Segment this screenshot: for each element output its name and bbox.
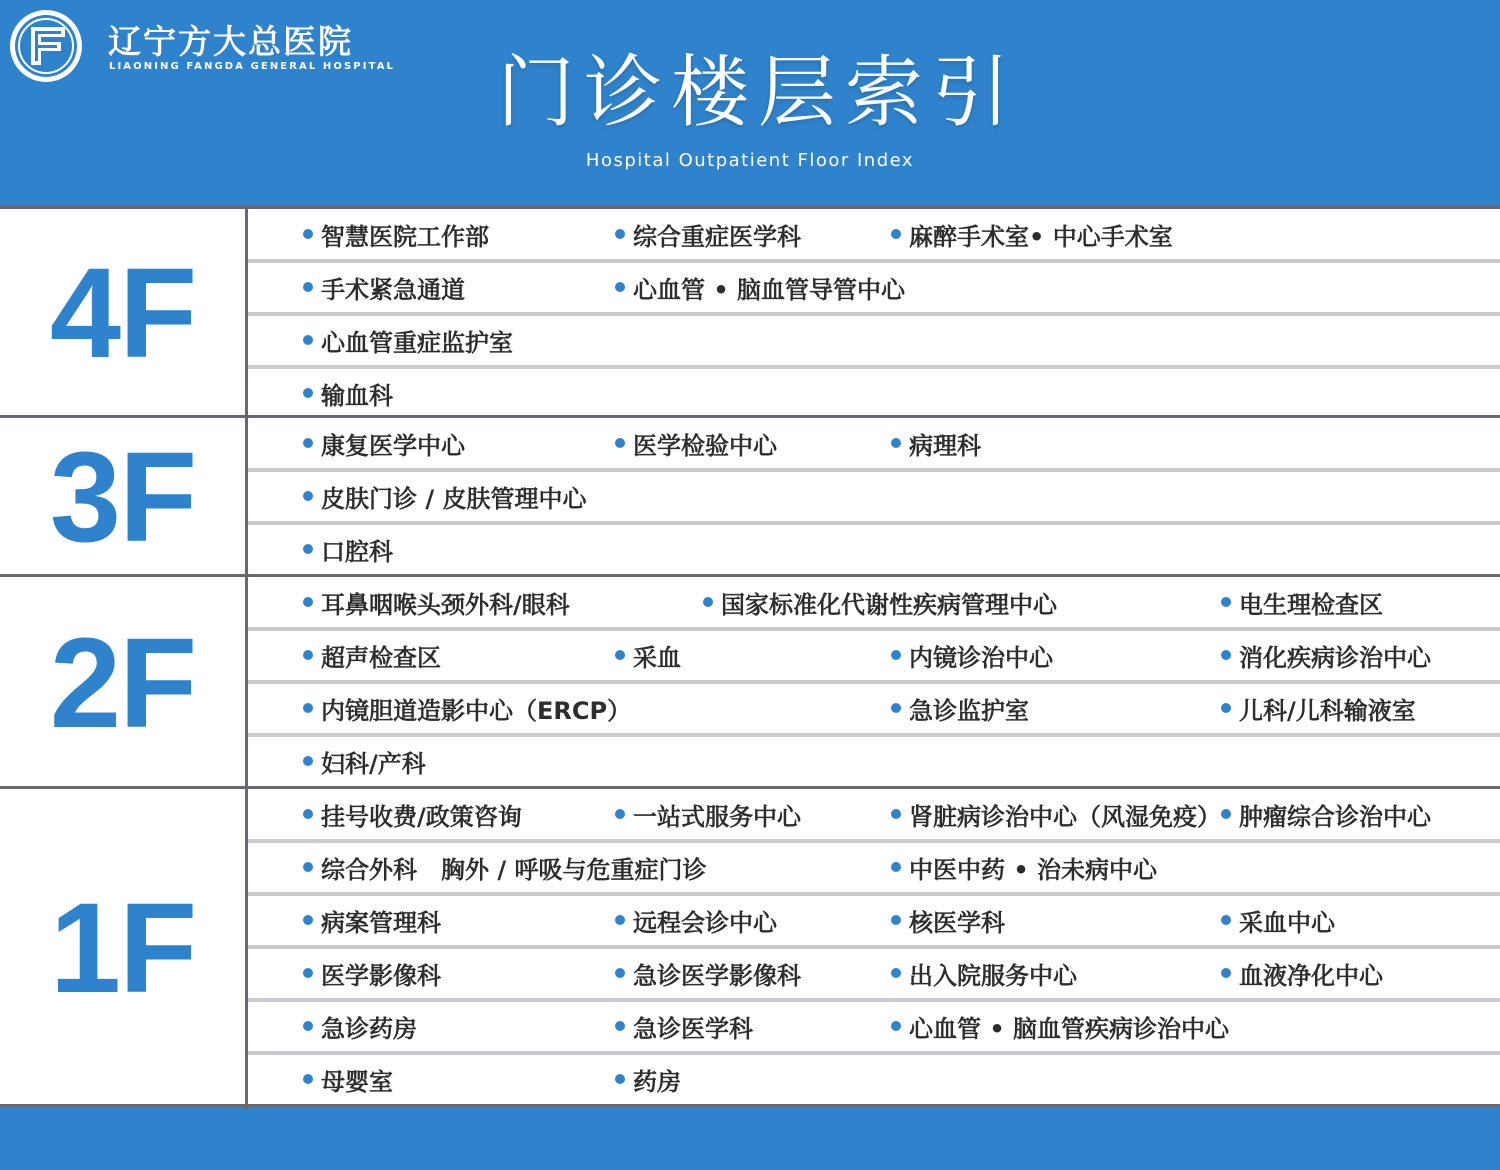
floor-row bbox=[248, 209, 1500, 259]
department-name: 输血科 bbox=[321, 381, 393, 410]
department-item bbox=[891, 209, 1173, 259]
floor-row bbox=[248, 262, 1500, 312]
floor-row bbox=[248, 683, 1500, 733]
department-name: 内镜诊治中心 bbox=[909, 643, 1053, 672]
department-name: 智慧医院工作部 bbox=[321, 222, 489, 251]
bullet-dot-icon bbox=[891, 703, 901, 713]
bullet-dot-icon bbox=[615, 282, 625, 292]
department-item bbox=[303, 736, 426, 786]
bullet-dot-icon bbox=[615, 650, 625, 660]
department-item bbox=[615, 895, 777, 945]
bullet-dot-icon bbox=[891, 1021, 901, 1031]
department-name: 麻醉手术室• 中心手术室 bbox=[909, 222, 1173, 251]
floor-label-3f: 3F bbox=[49, 426, 196, 569]
department-name: 采血中心 bbox=[1239, 908, 1335, 937]
department-item bbox=[303, 368, 393, 418]
department-item bbox=[891, 683, 1029, 733]
floor-row bbox=[248, 577, 1500, 627]
bullet-dot-icon bbox=[891, 809, 901, 819]
department-item bbox=[303, 315, 513, 365]
department-name: 肾脏病诊治中心（风湿免疫） bbox=[909, 802, 1221, 831]
department-name: 核医学科 bbox=[909, 908, 1005, 937]
floor-row bbox=[248, 1054, 1500, 1104]
department-name: 内镜胆道造影中心（ERCP） bbox=[321, 696, 632, 725]
floor-row bbox=[248, 630, 1500, 680]
department-item bbox=[891, 842, 1157, 892]
department-item bbox=[303, 209, 489, 259]
bullet-dot-icon bbox=[303, 282, 313, 292]
department-name: 采血 bbox=[633, 643, 681, 672]
department-item bbox=[303, 1054, 393, 1104]
bullet-dot-icon bbox=[303, 756, 313, 766]
page-subtitle: Hospital Outpatient Floor Index bbox=[585, 150, 915, 171]
department-item bbox=[1221, 683, 1416, 733]
department-name: 皮肤门诊 / 皮肤管理中心 bbox=[321, 484, 587, 513]
bullet-dot-icon bbox=[891, 968, 901, 978]
bullet-dot-icon bbox=[891, 862, 901, 872]
bullet-dot-icon bbox=[615, 1074, 625, 1084]
department-name: 挂号收费/政策咨询 bbox=[321, 802, 522, 831]
department-name: 血液净化中心 bbox=[1239, 961, 1383, 990]
bullet-dot-icon bbox=[1221, 703, 1231, 713]
department-item bbox=[615, 630, 681, 680]
floor-row bbox=[248, 1001, 1500, 1051]
floor-row bbox=[248, 418, 1500, 468]
bullet-dot-icon bbox=[303, 597, 313, 607]
department-name: 国家标准化代谢性疾病管理中心 bbox=[721, 590, 1057, 619]
department-item bbox=[703, 577, 1057, 627]
department-name: 康复医学中心 bbox=[321, 431, 465, 460]
department-item bbox=[303, 1001, 417, 1051]
department-item bbox=[891, 1001, 1229, 1051]
department-name: 一站式服务中心 bbox=[633, 802, 801, 831]
department-item bbox=[891, 948, 1077, 998]
bullet-dot-icon bbox=[615, 229, 625, 239]
bullet-dot-icon bbox=[615, 809, 625, 819]
bullet-dot-icon bbox=[303, 335, 313, 345]
floor-label-2f: 2F bbox=[49, 611, 196, 755]
department-name: 心血管 • 脑血管疾病诊治中心 bbox=[909, 1014, 1230, 1043]
department-item bbox=[303, 683, 631, 733]
floor-row bbox=[248, 471, 1500, 521]
department-item bbox=[303, 895, 441, 945]
hospital-name-cn: 辽宁方大总医院 bbox=[108, 22, 353, 61]
bullet-dot-icon bbox=[703, 597, 713, 607]
department-item bbox=[891, 418, 981, 468]
bullet-dot-icon bbox=[303, 915, 313, 925]
department-name: 出入院服务中心 bbox=[909, 961, 1077, 990]
department-name: 耳鼻咽喉头颈外科/眼科 bbox=[321, 590, 570, 619]
department-name: 远程会诊中心 bbox=[633, 908, 777, 937]
department-item bbox=[1221, 577, 1383, 627]
department-item bbox=[303, 948, 441, 998]
bullet-dot-icon bbox=[1221, 809, 1231, 819]
bullet-dot-icon bbox=[1221, 650, 1231, 660]
department-name: 综合外科 胸外 / 呼吸与危重症门诊 bbox=[321, 855, 707, 884]
department-item bbox=[891, 789, 1221, 839]
department-item bbox=[1221, 630, 1431, 680]
department-item bbox=[1221, 895, 1335, 945]
bullet-dot-icon bbox=[303, 388, 313, 398]
department-item bbox=[891, 895, 1005, 945]
department-name: 病案管理科 bbox=[321, 908, 441, 937]
floor-row bbox=[248, 948, 1500, 998]
department-name: 医学检验中心 bbox=[633, 431, 777, 460]
department-name: 急诊医学科 bbox=[633, 1014, 753, 1043]
department-item bbox=[615, 418, 777, 468]
floor-row bbox=[248, 789, 1500, 839]
department-name: 心血管重症监护室 bbox=[321, 328, 513, 357]
floor-row bbox=[248, 368, 1500, 418]
department-item bbox=[1221, 948, 1383, 998]
department-item bbox=[303, 471, 586, 521]
department-item bbox=[303, 577, 570, 627]
department-name: 电生理检查区 bbox=[1239, 590, 1383, 619]
department-item bbox=[303, 262, 465, 312]
department-name: 药房 bbox=[633, 1067, 681, 1096]
floor-index-table bbox=[0, 206, 1500, 1107]
department-item bbox=[303, 842, 706, 892]
bullet-dot-icon bbox=[1221, 968, 1231, 978]
bullet-dot-icon bbox=[303, 862, 313, 872]
bullet-dot-icon bbox=[303, 968, 313, 978]
department-name: 急诊监护室 bbox=[909, 696, 1029, 725]
bullet-dot-icon bbox=[1221, 915, 1231, 925]
department-name: 消化疾病诊治中心 bbox=[1239, 643, 1431, 672]
bullet-dot-icon bbox=[303, 544, 313, 554]
bullet-dot-icon bbox=[891, 650, 901, 660]
department-name: 口腔科 bbox=[321, 537, 393, 566]
bullet-dot-icon bbox=[303, 1074, 313, 1084]
bullet-dot-icon bbox=[891, 438, 901, 448]
bullet-dot-icon bbox=[891, 915, 901, 925]
department-item bbox=[303, 418, 465, 468]
department-name: 中医中药 • 治未病中心 bbox=[909, 855, 1158, 884]
bullet-dot-icon bbox=[303, 491, 313, 501]
department-item bbox=[303, 789, 522, 839]
department-name: 肿瘤综合诊治中心 bbox=[1239, 802, 1431, 831]
bullet-dot-icon bbox=[303, 229, 313, 239]
department-name: 急诊药房 bbox=[321, 1014, 417, 1043]
bullet-dot-icon bbox=[615, 1021, 625, 1031]
floor-row bbox=[248, 895, 1500, 945]
department-name: 医学影像科 bbox=[321, 961, 441, 990]
department-name: 儿科/儿科输液室 bbox=[1239, 696, 1416, 725]
floor-row bbox=[248, 736, 1500, 786]
department-name: 妇科/产科 bbox=[321, 749, 426, 778]
department-name: 综合重症医学科 bbox=[633, 222, 801, 251]
floor-label-4f: 4F bbox=[49, 242, 196, 385]
department-item bbox=[615, 1054, 681, 1104]
department-name: 心血管 • 脑血管导管中心 bbox=[633, 275, 906, 304]
department-item bbox=[615, 209, 801, 259]
bullet-dot-icon bbox=[303, 703, 313, 713]
bullet-dot-icon bbox=[303, 809, 313, 819]
floor-row bbox=[248, 315, 1500, 365]
bullet-dot-icon bbox=[303, 1021, 313, 1031]
floor-row bbox=[248, 524, 1500, 574]
department-name: 母婴室 bbox=[321, 1067, 393, 1096]
bullet-dot-icon bbox=[615, 438, 625, 448]
department-name: 病理科 bbox=[909, 431, 981, 460]
bullet-dot-icon bbox=[1221, 597, 1231, 607]
department-item bbox=[1221, 789, 1431, 839]
department-item bbox=[303, 630, 441, 680]
bullet-dot-icon bbox=[303, 438, 313, 448]
hospital-name-en: LIAONING FANGDA GENERAL HOSPITAL bbox=[109, 61, 396, 72]
bullet-dot-icon bbox=[615, 968, 625, 978]
department-name: 超声检查区 bbox=[321, 643, 441, 672]
floor-label-1f: 1F bbox=[49, 876, 196, 1020]
bullet-dot-icon bbox=[303, 650, 313, 660]
department-item bbox=[615, 948, 801, 998]
floor-row bbox=[248, 842, 1500, 892]
department-item bbox=[891, 630, 1053, 680]
bullet-dot-icon bbox=[615, 915, 625, 925]
department-item bbox=[615, 1001, 753, 1051]
department-item bbox=[615, 262, 905, 312]
department-name: 手术紧急通道 bbox=[321, 275, 465, 304]
header-banner bbox=[0, 0, 1500, 206]
page-title: 门诊楼层索引 bbox=[496, 48, 1019, 138]
bullet-dot-icon bbox=[891, 229, 901, 239]
department-item bbox=[615, 789, 801, 839]
department-item bbox=[303, 524, 393, 574]
department-name: 急诊医学影像科 bbox=[633, 961, 801, 990]
